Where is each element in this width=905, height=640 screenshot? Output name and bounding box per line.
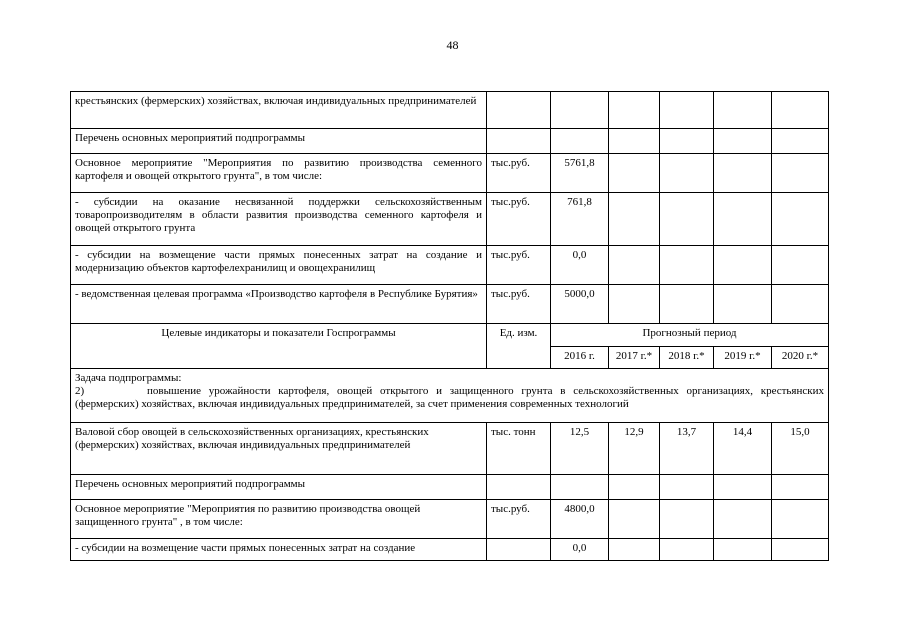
year-header: 2017 г.* bbox=[609, 347, 660, 369]
indicators-header: Целевые индикаторы и показатели Госпрограммы bbox=[71, 324, 487, 369]
row-value-2016: 5761,8 bbox=[551, 154, 609, 193]
row-value-2016: 0,0 bbox=[551, 539, 609, 561]
row-text: - субсидии на возмещение части прямых понесенных затрат на создание bbox=[71, 539, 487, 561]
indicator-text: Валовой сбор овощей в сельскохозяйственных организациях, крестьянских (фермерских) хозяйствах, включая индивидуальных предпринимателей bbox=[71, 423, 487, 475]
table-row bbox=[71, 193, 829, 246]
table-row bbox=[71, 500, 829, 539]
row-unit bbox=[487, 539, 551, 561]
year-header: 2020 г.* bbox=[772, 347, 829, 369]
indicator-unit: тыс. тонн bbox=[487, 423, 551, 475]
table-row bbox=[71, 475, 829, 500]
task-row bbox=[71, 369, 829, 423]
row-unit: тыс.руб. bbox=[487, 246, 551, 285]
table-row bbox=[71, 539, 829, 561]
forecast-header: Прогнозный период bbox=[551, 324, 829, 347]
row-text: - субсидии на оказание несвязанной поддержки сельскохозяйственным товаропроизводителям в области развития производства семенного картофеля и овощей открытого грунта bbox=[71, 193, 487, 246]
table-row bbox=[71, 285, 829, 324]
year-header: 2019 г.* bbox=[714, 347, 772, 369]
row-value-2016 bbox=[551, 475, 609, 500]
row-value-2016: 4800,0 bbox=[551, 500, 609, 539]
header-row bbox=[71, 324, 829, 347]
year-header: 2018 г.* bbox=[660, 347, 714, 369]
program-table bbox=[70, 91, 829, 561]
row-unit bbox=[487, 129, 551, 154]
row-text: крестьянских (фермерских) хозяйствах, включая индивидуальных предпринимателей bbox=[71, 92, 487, 129]
table-row bbox=[71, 423, 829, 475]
row-value-2016: 0,0 bbox=[551, 246, 609, 285]
task-number: 2) bbox=[75, 385, 85, 397]
row-unit: тыс.руб. bbox=[487, 285, 551, 324]
row-text: Основное мероприятие "Мероприятия по развитию производства семенного картофеля и овощей открытого грунта", в том числе: bbox=[71, 154, 487, 193]
indicator-value: 14,4 bbox=[714, 423, 772, 475]
row-text: - субсидии на возмещение части прямых понесенных затрат на создание и модернизацию объектов картофелехранилищ и овощехранилищ bbox=[71, 246, 487, 285]
table-row bbox=[71, 92, 829, 129]
task-label: Задача подпрограммы: bbox=[75, 372, 182, 384]
row-unit bbox=[487, 92, 551, 129]
page-number: 48 bbox=[446, 38, 459, 52]
unit-header: Ед. изм. bbox=[487, 324, 551, 369]
row-value-2016: 5000,0 bbox=[551, 285, 609, 324]
row-text: Основное мероприятие "Мероприятия по развитию производства овощей защищенного грунта" , в том числе: bbox=[71, 500, 487, 539]
indicator-value: 13,7 bbox=[660, 423, 714, 475]
row-unit: тыс.руб. bbox=[487, 154, 551, 193]
row-value-2016 bbox=[551, 92, 609, 129]
indicator-value: 12,9 bbox=[609, 423, 660, 475]
year-header: 2016 г. bbox=[551, 347, 609, 369]
row-text: Перечень основных мероприятий подпрограммы bbox=[71, 475, 487, 500]
row-unit: тыс.руб. bbox=[487, 193, 551, 246]
row-unit bbox=[487, 475, 551, 500]
table-row bbox=[71, 246, 829, 285]
task-text: повышение урожайности картофеля, овощей открытого и защищенного грунта в сельскохозяйственных организациях, крестьянских (фермерских) хозяйствах, включая индивидуальных предпринимателей, за счет применения современных технологий bbox=[75, 385, 824, 410]
indicator-value: 15,0 bbox=[772, 423, 829, 475]
row-value-2016: 761,8 bbox=[551, 193, 609, 246]
table-row bbox=[71, 129, 829, 154]
row-text: Перечень основных мероприятий подпрограммы bbox=[71, 129, 487, 154]
row-unit: тыс.руб. bbox=[487, 500, 551, 539]
table-row bbox=[71, 154, 829, 193]
row-text: - ведомственная целевая программа «Производство картофеля в Республике Бурятия» bbox=[71, 285, 487, 324]
indicator-value: 12,5 bbox=[551, 423, 609, 475]
task-cell bbox=[71, 369, 829, 423]
row-value-2016 bbox=[551, 129, 609, 154]
